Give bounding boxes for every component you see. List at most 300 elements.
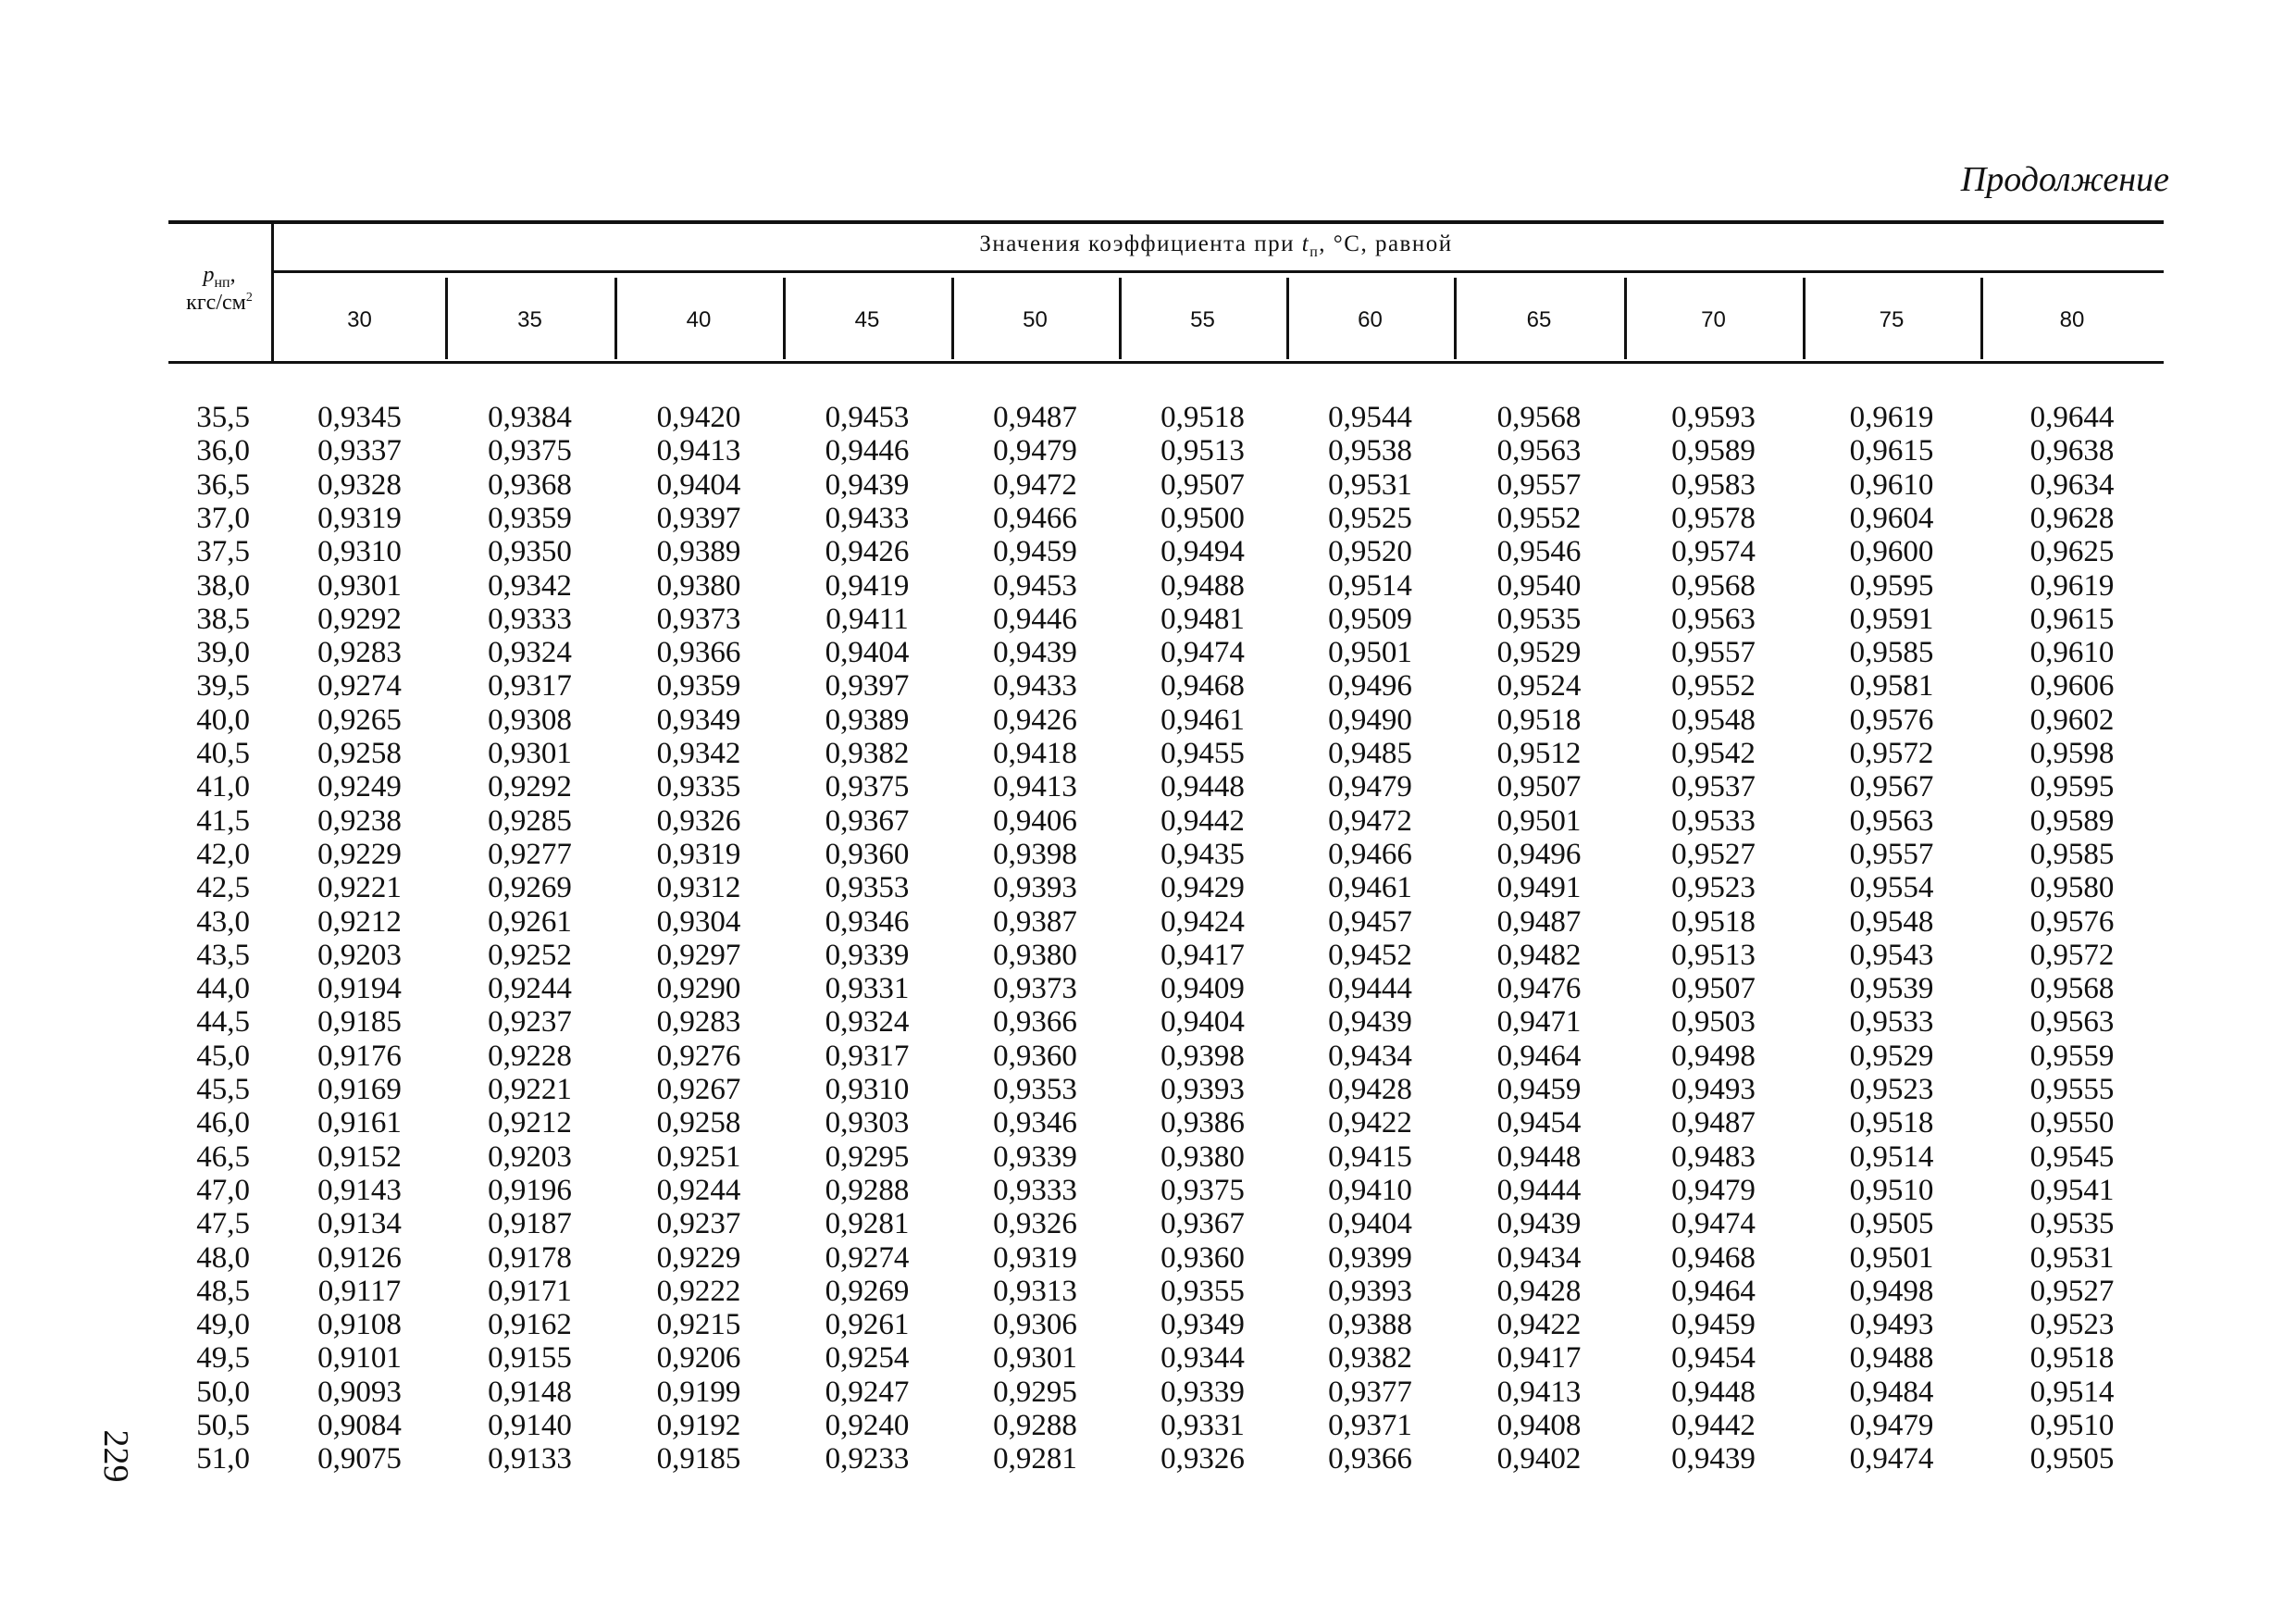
- coefficient-cell: 0,9301: [317, 569, 402, 603]
- table-row: [0, 704, 2296, 737]
- coefficient-cell: 0,9610: [2029, 636, 2115, 669]
- coefficient-cell: 0,9310: [825, 1073, 910, 1106]
- coefficient-cell: 0,9324: [825, 1005, 910, 1039]
- coefficient-cell: 0,9413: [656, 434, 741, 467]
- pressure-cell: 38,5: [196, 603, 250, 636]
- temperature-header: 65: [1526, 307, 1552, 332]
- coefficient-cell: 0,9535: [1496, 603, 1582, 636]
- coefficient-cell: 0,9162: [488, 1308, 572, 1341]
- pressure-cell: 42,0: [196, 838, 250, 871]
- pressure-cell: 50,0: [196, 1376, 250, 1409]
- coefficient-cell: 0,9375: [825, 770, 910, 803]
- pressure-cell: 43,0: [196, 905, 250, 939]
- coefficient-cell: 0,9426: [993, 704, 1077, 737]
- temperature-subscript: п: [1309, 244, 1320, 260]
- coefficient-cell: 0,9507: [1671, 972, 1756, 1005]
- coefficient-cell: 0,9466: [993, 502, 1077, 535]
- coefficient-cell: 0,9148: [488, 1376, 572, 1409]
- coefficient-cell: 0,9634: [2029, 468, 2115, 502]
- pressure-cell: 37,5: [196, 535, 250, 568]
- temperature-header: 40: [686, 307, 712, 332]
- coefficient-cell: 0,9203: [488, 1140, 572, 1174]
- coefficient-cell: 0,9543: [1849, 939, 1934, 972]
- coefficient-cell: 0,9453: [993, 569, 1077, 603]
- coefficient-cell: 0,9531: [2029, 1241, 2115, 1275]
- table-row: [0, 1073, 2296, 1106]
- coefficient-cell: 0,9178: [488, 1241, 572, 1275]
- coefficient-cell: 0,9589: [1671, 434, 1756, 467]
- table-row: [0, 1341, 2296, 1375]
- coefficient-cell: 0,9371: [1328, 1409, 1412, 1442]
- span-header-prefix: Значения коэффициента при: [979, 231, 1302, 256]
- coefficient-cell: 0,9572: [2029, 939, 2115, 972]
- coefficient-cell: 0,9319: [993, 1241, 1077, 1275]
- coefficient-cell: 0,9415: [1328, 1140, 1412, 1174]
- coefficient-cell: 0,9452: [1328, 939, 1412, 972]
- table-row: [0, 1241, 2296, 1275]
- coefficient-cell: 0,9474: [1849, 1442, 1934, 1476]
- coefficient-cell: 0,9267: [656, 1073, 741, 1106]
- coefficient-cell: 0,9429: [1160, 871, 1245, 904]
- table-row: [0, 603, 2296, 636]
- coefficient-cell: 0,9585: [2029, 838, 2115, 871]
- coefficient-cell: 0,9557: [1849, 838, 1934, 871]
- coefficient-cell: 0,9479: [1328, 770, 1412, 803]
- pressure-cell: 41,5: [196, 804, 250, 838]
- coefficient-cell: 0,9333: [993, 1174, 1077, 1207]
- coefficient-cell: 0,9377: [1328, 1376, 1412, 1409]
- coefficient-cell: 0,9274: [825, 1241, 910, 1275]
- temperature-column-divider: [1980, 278, 1983, 359]
- coefficient-cell: 0,9602: [2029, 704, 2115, 737]
- pressure-cell: 44,5: [196, 1005, 250, 1039]
- coefficient-cell: 0,9367: [1160, 1207, 1245, 1240]
- table-row: [0, 939, 2296, 972]
- temperature-header: 35: [517, 307, 542, 332]
- pressure-cell: 46,5: [196, 1140, 250, 1174]
- coefficient-cell: 0,9258: [317, 737, 402, 770]
- coefficient-cell: 0,9487: [1671, 1106, 1756, 1140]
- table-top-rule: [168, 220, 2164, 224]
- coefficient-cell: 0,9474: [1160, 636, 1245, 669]
- pressure-cell: 40,5: [196, 737, 250, 770]
- coefficient-cell: 0,9140: [488, 1409, 572, 1442]
- coefficient-cell: 0,9580: [2029, 871, 2115, 904]
- coefficient-cell: 0,9578: [1671, 502, 1756, 535]
- coefficient-cell: 0,9439: [1328, 1005, 1412, 1039]
- coefficient-cell: 0,9117: [317, 1275, 402, 1308]
- coefficient-cell: 0,9134: [317, 1207, 402, 1240]
- coefficient-cell: 0,9591: [1849, 603, 1934, 636]
- temperature-column-divider: [1119, 278, 1122, 359]
- coefficient-cell: 0,9576: [1849, 704, 1934, 737]
- coefficient-cell: 0,9353: [825, 871, 910, 904]
- table-row: [0, 1174, 2296, 1207]
- page-number: 229: [96, 1429, 135, 1483]
- coefficient-cell: 0,9355: [1160, 1275, 1245, 1308]
- coefficient-cell: 0,9435: [1160, 838, 1245, 871]
- coefficient-cell: 0,9335: [656, 770, 741, 803]
- coefficient-cell: 0,9472: [1328, 804, 1412, 838]
- temperature-column-divider: [783, 278, 786, 359]
- coefficient-cell: 0,9457: [1328, 905, 1412, 939]
- coefficient-cell: 0,9548: [1671, 704, 1756, 737]
- pressure-cell: 51,0: [196, 1442, 250, 1476]
- coefficient-cell: 0,9359: [488, 502, 572, 535]
- temperature-column-divider: [1624, 278, 1627, 359]
- coefficient-cell: 0,9500: [1160, 502, 1245, 535]
- coefficient-cell: 0,9525: [1328, 502, 1412, 535]
- coefficient-cell: 0,9229: [656, 1241, 741, 1275]
- coefficient-cell: 0,9229: [317, 838, 402, 871]
- coefficient-cell: 0,9413: [993, 770, 1077, 803]
- coefficient-cell: 0,9513: [1671, 939, 1756, 972]
- coefficient-cell: 0,9544: [1328, 401, 1412, 434]
- coefficient-cell: 0,9326: [993, 1207, 1077, 1240]
- coefficient-cell: 0,9373: [656, 603, 741, 636]
- coefficient-cell: 0,9563: [1671, 603, 1756, 636]
- table-row: [0, 770, 2296, 803]
- coefficient-cell: 0,9251: [656, 1140, 741, 1174]
- coefficient-cell: 0,9444: [1496, 1174, 1582, 1207]
- coefficient-cell: 0,9319: [656, 838, 741, 871]
- coefficient-cell: 0,9152: [317, 1140, 402, 1174]
- temperature-header: 30: [347, 307, 372, 332]
- coefficient-cell: 0,9520: [1328, 535, 1412, 568]
- coefficient-cell: 0,9442: [1160, 804, 1245, 838]
- coefficient-cell: 0,9244: [488, 972, 572, 1005]
- coefficient-cell: 0,9595: [2029, 770, 2115, 803]
- coefficient-cell: 0,9488: [1849, 1341, 1934, 1375]
- pressure-cell: 49,5: [196, 1341, 250, 1375]
- coefficient-cell: 0,9546: [1496, 535, 1582, 568]
- coefficient-cell: 0,9493: [1671, 1073, 1756, 1106]
- coefficient-cell: 0,9461: [1328, 871, 1412, 904]
- coefficient-cell: 0,9368: [488, 468, 572, 502]
- coefficient-cell: 0,9410: [1328, 1174, 1412, 1207]
- coefficient-cell: 0,9490: [1328, 704, 1412, 737]
- coefficient-cell: 0,9434: [1328, 1040, 1412, 1073]
- coefficient-cell: 0,9481: [1160, 603, 1245, 636]
- coefficient-cell: 0,9501: [1496, 804, 1582, 838]
- coefficient-cell: 0,9541: [2029, 1174, 2115, 1207]
- table-row: [0, 636, 2296, 669]
- table-row: [0, 871, 2296, 904]
- coefficient-cell: 0,9494: [1160, 535, 1245, 568]
- pressure-cell: 39,5: [196, 669, 250, 703]
- coefficient-cell: 0,9133: [488, 1442, 572, 1476]
- coefficient-cell: 0,9328: [317, 468, 402, 502]
- coefficient-cell: 0,9479: [1849, 1409, 1934, 1442]
- coefficient-cell: 0,9233: [825, 1442, 910, 1476]
- coefficient-cell: 0,9420: [656, 401, 741, 434]
- coefficient-cell: 0,9529: [1849, 1040, 1934, 1073]
- coefficient-cell: 0,9426: [825, 535, 910, 568]
- coefficient-cell: 0,9408: [1496, 1409, 1582, 1442]
- coefficient-cell: 0,9552: [1671, 669, 1756, 703]
- coefficient-cell: 0,9474: [1671, 1207, 1756, 1240]
- coefficient-cell: 0,9212: [488, 1106, 572, 1140]
- coefficient-cell: 0,9484: [1849, 1376, 1934, 1409]
- temperature-header: 80: [2059, 307, 2085, 332]
- coefficient-cell: 0,9281: [993, 1442, 1077, 1476]
- coefficient-cell: 0,9482: [1496, 939, 1582, 972]
- coefficient-cell: 0,9252: [488, 939, 572, 972]
- pressure-cell: 41,0: [196, 770, 250, 803]
- pressure-cell: 40,0: [196, 704, 250, 737]
- pressure-cell: 49,0: [196, 1308, 250, 1341]
- coefficient-cell: 0,9453: [825, 401, 910, 434]
- coefficient-cell: 0,9290: [656, 972, 741, 1005]
- coefficient-cell: 0,9319: [317, 502, 402, 535]
- coefficient-cell: 0,9277: [488, 838, 572, 871]
- coefficient-cell: 0,9439: [1496, 1207, 1582, 1240]
- coefficient-cell: 0,9101: [317, 1341, 402, 1375]
- table-row: [0, 1207, 2296, 1240]
- temperature-header: 75: [1879, 307, 1905, 332]
- coefficient-cell: 0,9439: [993, 636, 1077, 669]
- coefficient-cell: 0,9171: [488, 1275, 572, 1308]
- coefficient-cell: 0,9386: [1160, 1106, 1245, 1140]
- table-row: [0, 804, 2296, 838]
- coefficient-cell: 0,9439: [1671, 1442, 1756, 1476]
- coefficient-cell: 0,9527: [2029, 1275, 2115, 1308]
- coefficient-cell: 0,9468: [1160, 669, 1245, 703]
- coefficient-cell: 0,9337: [317, 434, 402, 467]
- coefficient-cell: 0,9638: [2029, 434, 2115, 467]
- coefficient-cell: 0,9619: [1849, 401, 1934, 434]
- table-row: [0, 468, 2296, 502]
- coefficient-cell: 0,9380: [656, 569, 741, 603]
- pressure-cell: 36,0: [196, 434, 250, 467]
- coefficient-cell: 0,9476: [1496, 972, 1582, 1005]
- coefficient-cell: 0,9448: [1496, 1140, 1582, 1174]
- coefficient-cell: 0,9317: [825, 1040, 910, 1073]
- coefficient-cell: 0,9310: [317, 535, 402, 568]
- coefficient-cell: 0,9529: [1496, 636, 1582, 669]
- coefficient-cell: 0,9404: [1160, 1005, 1245, 1039]
- coefficient-cell: 0,9281: [825, 1207, 910, 1240]
- coefficient-cell: 0,9433: [993, 669, 1077, 703]
- coefficient-cell: 0,9301: [993, 1341, 1077, 1375]
- temperature-header: 50: [1023, 307, 1048, 332]
- coefficient-cell: 0,9342: [656, 737, 741, 770]
- table-row: [0, 972, 2296, 1005]
- coefficient-cell: 0,9533: [1849, 1005, 1934, 1039]
- table-row: [0, 1005, 2296, 1039]
- coefficient-cell: 0,9317: [488, 669, 572, 703]
- coefficient-cell: 0,9212: [317, 905, 402, 939]
- coefficient-cell: 0,9398: [993, 838, 1077, 871]
- coefficient-cell: 0,9161: [317, 1106, 402, 1140]
- coefficient-cell: 0,9545: [2029, 1140, 2115, 1174]
- pressure-column-header: $p_{нп}$, кгс/$см^2$: [186, 263, 253, 315]
- coefficient-cell: 0,9269: [488, 871, 572, 904]
- coefficient-cell: 0,9568: [2029, 972, 2115, 1005]
- coefficient-cell: 0,9324: [488, 636, 572, 669]
- coefficient-cell: 0,9524: [1496, 669, 1582, 703]
- coefficient-cell: 0,9360: [1160, 1241, 1245, 1275]
- pressure-cell: 45,0: [196, 1040, 250, 1073]
- coefficient-cell: 0,9380: [1160, 1140, 1245, 1174]
- pressure-cell: 42,5: [196, 871, 250, 904]
- pressure-cell: 45,5: [196, 1073, 250, 1106]
- coefficient-cell: 0,9313: [993, 1275, 1077, 1308]
- coefficient-cell: 0,9409: [1160, 972, 1245, 1005]
- coefficient-cell: 0,9518: [1671, 905, 1756, 939]
- table-row: [0, 1308, 2296, 1341]
- coefficient-cell: 0,9199: [656, 1376, 741, 1409]
- coefficient-cell: 0,9331: [1160, 1409, 1245, 1442]
- coefficient-cell: 0,9295: [825, 1140, 910, 1174]
- coefficient-cell: 0,9304: [656, 905, 741, 939]
- header-bottom-rule: [168, 361, 2164, 364]
- coefficient-cell: 0,9555: [2029, 1073, 2115, 1106]
- coefficient-cell: 0,9600: [1849, 535, 1934, 568]
- coefficient-cell: 0,9628: [2029, 502, 2115, 535]
- coefficient-cell: 0,9589: [2029, 804, 2115, 838]
- coefficient-cell: 0,9285: [488, 804, 572, 838]
- coefficient-cell: 0,9487: [993, 401, 1077, 434]
- coefficient-cell: 0,9442: [1671, 1409, 1756, 1442]
- coefficient-cell: 0,9518: [2029, 1341, 2115, 1375]
- coefficient-cell: 0,9258: [656, 1106, 741, 1140]
- coefficient-cell: 0,9538: [1328, 434, 1412, 467]
- coefficient-span-header: [274, 231, 2158, 260]
- coefficient-cell: 0,9503: [1671, 1005, 1756, 1039]
- coefficient-cell: 0,9238: [317, 804, 402, 838]
- coefficient-cell: 0,9269: [825, 1275, 910, 1308]
- coefficient-cell: 0,9380: [993, 939, 1077, 972]
- pressure-cell: 47,0: [196, 1174, 250, 1207]
- coefficient-cell: 0,9510: [1849, 1174, 1934, 1207]
- coefficient-cell: 0,9126: [317, 1241, 402, 1275]
- coefficient-cell: 0,9428: [1496, 1275, 1582, 1308]
- coefficient-cell: 0,9498: [1849, 1275, 1934, 1308]
- coefficient-cell: 0,9505: [1849, 1207, 1934, 1240]
- coefficient-cell: 0,9531: [1328, 468, 1412, 502]
- coefficient-cell: 0,9192: [656, 1409, 741, 1442]
- coefficient-cell: 0,9509: [1328, 603, 1412, 636]
- coefficient-cell: 0,9387: [993, 905, 1077, 939]
- coefficient-cell: 0,9404: [1328, 1207, 1412, 1240]
- pressure-cell: 50,5: [196, 1409, 250, 1442]
- coefficient-cell: 0,9563: [2029, 1005, 2115, 1039]
- coefficient-cell: 0,9535: [2029, 1207, 2115, 1240]
- coefficient-cell: 0,9312: [656, 871, 741, 904]
- coefficient-cell: 0,9261: [488, 905, 572, 939]
- coefficient-cell: 0,9507: [1496, 770, 1582, 803]
- coefficient-cell: 0,9388: [1328, 1308, 1412, 1341]
- pressure-cell: 35,5: [196, 401, 250, 434]
- coefficient-cell: 0,9459: [993, 535, 1077, 568]
- coefficient-cell: 0,9331: [825, 972, 910, 1005]
- temperature-column-divider: [1286, 278, 1289, 359]
- coefficient-cell: 0,9373: [993, 972, 1077, 1005]
- coefficient-cell: 0,9514: [1328, 569, 1412, 603]
- pressure-cell: 43,5: [196, 939, 250, 972]
- table-row: [0, 1040, 2296, 1073]
- coefficient-cell: 0,9485: [1328, 737, 1412, 770]
- coefficient-cell: 0,9411: [825, 603, 909, 636]
- coefficient-cell: 0,9221: [317, 871, 402, 904]
- coefficient-cell: 0,9448: [1671, 1376, 1756, 1409]
- coefficient-cell: 0,9523: [1671, 871, 1756, 904]
- coefficient-cell: 0,9593: [1671, 401, 1756, 434]
- coefficient-cell: 0,9559: [2029, 1040, 2115, 1073]
- coefficient-cell: 0,9496: [1496, 838, 1582, 871]
- coefficient-cell: 0,9350: [488, 535, 572, 568]
- coefficient-cell: 0,9228: [488, 1040, 572, 1073]
- coefficient-cell: 0,9446: [993, 603, 1077, 636]
- temperature-header: 60: [1358, 307, 1383, 332]
- coefficient-cell: 0,9422: [1328, 1106, 1412, 1140]
- coefficient-cell: 0,9466: [1328, 838, 1412, 871]
- coefficient-cell: 0,9367: [825, 804, 910, 838]
- coefficient-cell: 0,9433: [825, 502, 910, 535]
- span-header-suffix: , °С, равной: [1319, 231, 1453, 256]
- coefficient-cell: 0,9247: [825, 1376, 910, 1409]
- coefficient-cell: 0,9215: [656, 1308, 741, 1341]
- coefficient-cell: 0,9479: [993, 434, 1077, 467]
- coefficient-cell: 0,9439: [825, 468, 910, 502]
- coefficient-cell: 0,9353: [993, 1073, 1077, 1106]
- coefficient-cell: 0,9382: [1328, 1341, 1412, 1375]
- coefficient-cell: 0,9397: [825, 669, 910, 703]
- coefficient-cell: 0,9382: [825, 737, 910, 770]
- coefficient-cell: 0,9344: [1160, 1341, 1245, 1375]
- temperature-column-divider: [1803, 278, 1806, 359]
- pressure-cell: 46,0: [196, 1106, 250, 1140]
- continuation-label: Продолжение: [1960, 160, 2169, 199]
- coefficient-cell: 0,9527: [1671, 838, 1756, 871]
- table-row: [0, 1376, 2296, 1409]
- coefficient-cell: 0,9496: [1328, 669, 1412, 703]
- coefficient-cell: 0,9346: [993, 1106, 1077, 1140]
- coefficient-cell: 0,9568: [1496, 401, 1582, 434]
- coefficient-cell: 0,9540: [1496, 569, 1582, 603]
- coefficient-cell: 0,9359: [656, 669, 741, 703]
- table-row: [0, 669, 2296, 703]
- coefficient-cell: 0,9483: [1671, 1140, 1756, 1174]
- coefficient-cell: 0,9487: [1496, 905, 1582, 939]
- coefficient-cell: 0,9518: [1849, 1106, 1934, 1140]
- coefficient-cell: 0,9375: [1160, 1174, 1245, 1207]
- pressure-cell: 36,5: [196, 468, 250, 502]
- coefficient-cell: 0,9254: [825, 1341, 910, 1375]
- coefficient-cell: 0,9288: [825, 1174, 910, 1207]
- coefficient-cell: 0,9339: [1160, 1376, 1245, 1409]
- coefficient-cell: 0,9568: [1671, 569, 1756, 603]
- coefficient-cell: 0,9393: [1328, 1275, 1412, 1308]
- coefficient-cell: 0,9518: [1160, 401, 1245, 434]
- coefficient-cell: 0,9539: [1849, 972, 1934, 1005]
- table-row: [0, 1409, 2296, 1442]
- coefficient-cell: 0,9346: [825, 905, 910, 939]
- table-row: [0, 502, 2296, 535]
- coefficient-cell: 0,9554: [1849, 871, 1934, 904]
- table-row: [0, 1442, 2296, 1476]
- coefficient-cell: 0,9393: [993, 871, 1077, 904]
- coefficient-cell: 0,9444: [1328, 972, 1412, 1005]
- coefficient-cell: 0,9276: [656, 1040, 741, 1073]
- pressure-symbol: p: [203, 263, 215, 287]
- coefficient-cell: 0,9523: [2029, 1308, 2115, 1341]
- coefficient-cell: 0,9505: [2029, 1442, 2115, 1476]
- coefficient-cell: 0,9283: [656, 1005, 741, 1039]
- coefficient-cell: 0,9194: [317, 972, 402, 1005]
- coefficient-cell: 0,9598: [2029, 737, 2115, 770]
